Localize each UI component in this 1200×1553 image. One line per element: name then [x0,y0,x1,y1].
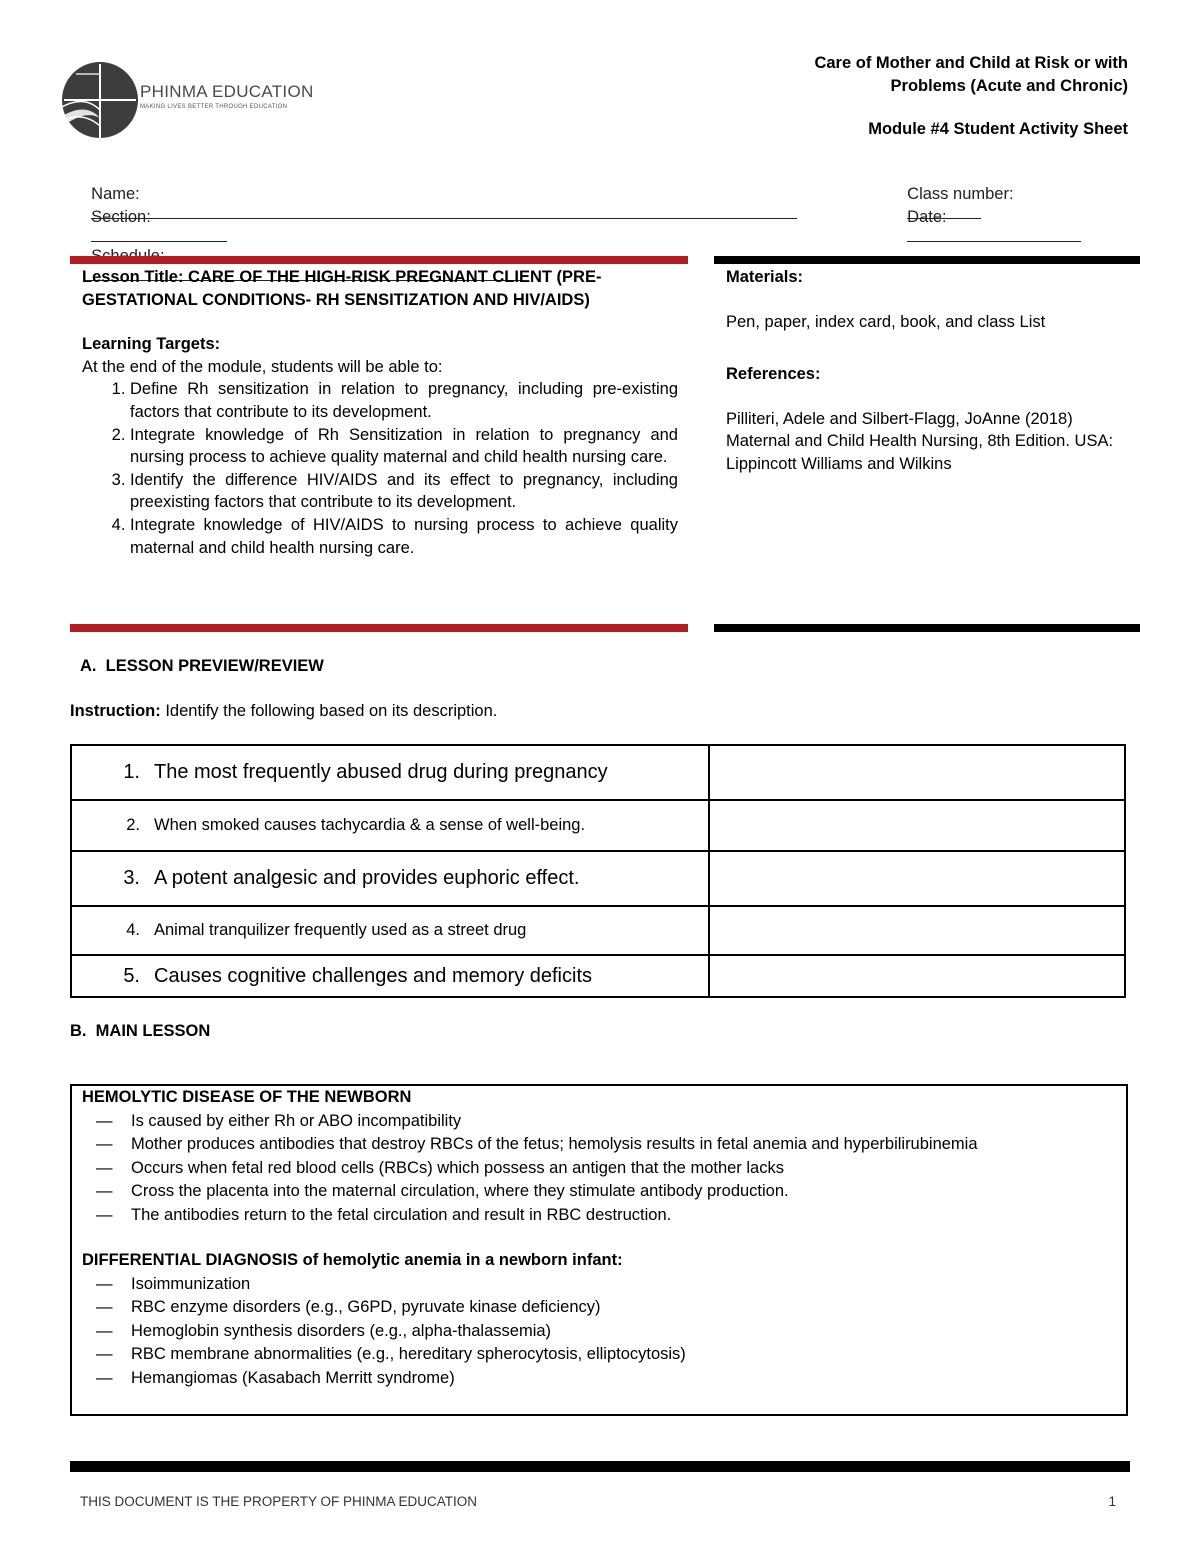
table-row [71,906,1125,955]
learning-targets-heading: Learning Targets: [82,335,221,354]
module-label: Module #4 Student Activity Sheet [868,120,1128,138]
logo-name: PHINMA EDUCATION [140,82,314,101]
class-number-field[interactable]: Class number: [898,166,1014,224]
hdn-heading: HEMOLYTIC DISEASE OF THE NEWBORN [82,1088,412,1106]
table-row [71,800,1125,851]
lesson-info [82,266,678,559]
book-globe-icon [56,58,146,142]
learning-target: 4. Integrate knowledge of HIV/AIDS to nursing process to achieve quality maternal and child health nursing care. [130,514,678,559]
answer-cell[interactable] [709,800,1125,851]
materials-heading: Materials: [726,268,804,286]
materials-text: Pen, paper, index card, book, and class List [726,312,1046,331]
dash-bullet-icon: — [96,1111,113,1130]
dash-bullet-icon: — [96,1298,113,1316]
learning-target: 3. Identify the difference HIV/AIDS and its effect to pregnancy, including preexisting factors that contribute to its development. [130,469,678,514]
list-item: — Occurs when fetal red blood cells (RBCs) which possess an antigen that the mother lacks [82,1157,1112,1181]
date-blank[interactable] [907,227,1081,242]
dash-bullet-icon: — [96,1158,113,1177]
section-blank[interactable] [91,227,227,242]
answer-cell[interactable] [709,906,1125,955]
answer-cell[interactable] [709,745,1125,800]
list-item: — Is caused by either Rh or ABO incompatibility [82,1110,1112,1134]
question-cell: 3. A potent analgesic and provides euphoric effect. [71,851,709,906]
answer-cell[interactable] [709,955,1125,997]
learning-targets-intro: At the end of the module, students will be able to: [82,357,443,376]
materials-panel [726,266,1126,476]
differential-diagnosis-heading: DIFFERENTIAL DIAGNOSIS of hemolytic anemia in a newborn infant: [82,1251,623,1269]
table-row [71,745,1125,800]
hdn-list [82,1110,1112,1228]
list-item: — RBC membrane abnormalities (e.g., hereditary spherocytosis, elliptocytosis) [82,1343,1112,1367]
footer-bar [70,1461,1130,1472]
instruction: Instruction: Identify the following based on its description. [70,702,498,720]
differential-diagnosis-list [82,1273,1112,1391]
question-cell: 5. Causes cognitive challenges and memory deficits [71,955,709,997]
dash-bullet-icon: — [96,1182,113,1200]
references-text: Pilliteri, Adele and Silbert-Flagg, JoAnne (2018) Maternal and Child Health Nursing, 8th Edition. USA: Lippincott Williams and Wilkins [726,409,1114,473]
course-title: Care of Mother and Child at Risk or with Problems (Acute and Chronic) [814,54,1128,95]
materials-bottom-bar [714,624,1140,632]
name-field[interactable]: Name: [82,166,797,224]
dash-bullet-icon: — [96,1345,113,1363]
list-item: — Mother produces antibodies that destroy RBCs of the fetus; hemolysis results in fetal anemia and hyperbilirubinemia [82,1133,1112,1157]
list-item: — The antibodies return to the fetal circulation and result in RBC destruction. [82,1204,1112,1228]
question-cell: 1. The most frequently abused drug during pregnancy [71,745,709,800]
learning-targets-list [82,378,678,559]
answer-cell[interactable] [709,851,1125,906]
page-number: 1 [1108,1494,1116,1509]
list-item: — Isoimmunization [82,1273,1112,1297]
date-field[interactable]: Date: [898,189,1081,247]
footer-property-text: THIS DOCUMENT IS THE PROPERTY OF PHINMA EDUCATION [80,1494,478,1509]
question-cell: 4. Animal tranquilizer frequently used as a street drug [71,906,709,955]
list-item: — Cross the placenta into the maternal circulation, where they stimulate antibody production. [82,1180,1112,1204]
logo-tagline: MAKING LIVES BETTER THROUGH EDUCATION [140,104,288,110]
dash-bullet-icon: — [96,1135,113,1153]
dash-bullet-icon: — [96,1321,113,1340]
lesson-bottom-bar [70,624,688,632]
section-field[interactable]: Section: [82,189,523,286]
dash-bullet-icon: — [96,1368,113,1387]
table-row [71,955,1125,997]
lesson-top-bar [70,256,688,264]
main-lesson-content [82,1086,1112,1390]
preview-question-table [70,744,1126,998]
table-row [71,851,1125,906]
materials-top-bar [714,256,1140,264]
list-item: — Hemoglobin synthesis disorders (e.g., alpha-thalassemia) [82,1320,1112,1344]
references-heading: References: [726,365,821,384]
lesson-title: Lesson Title: CARE OF THE HIGH-RISK PREGNANT CLIENT (PRE-GESTATIONAL CONDITIONS- RH SENSITIZATION AND HIV/AIDS) [82,268,602,309]
list-item: — Hemangiomas (Kasabach Merritt syndrome) [82,1367,1112,1391]
dash-bullet-icon: — [96,1205,113,1224]
learning-target: 1. Define Rh sensitization in relation to pregnancy, including pre-existing factors that contribute to its development. [130,378,678,423]
learning-target: 2. Integrate knowledge of Rh Sensitization in relation to pregnancy and nursing process to achieve quality maternal and child health nursing care. [130,424,678,469]
question-cell: 2. When smoked causes tachycardia & a sense of well-being. [71,800,709,851]
dash-bullet-icon: — [96,1274,113,1293]
list-item: — RBC enzyme disorders (e.g., G6PD, pyruvate kinase deficiency) [82,1296,1112,1320]
section-a-title: A. LESSON PREVIEW/REVIEW [80,657,324,675]
section-b-title: B. MAIN LESSON [70,1022,211,1040]
